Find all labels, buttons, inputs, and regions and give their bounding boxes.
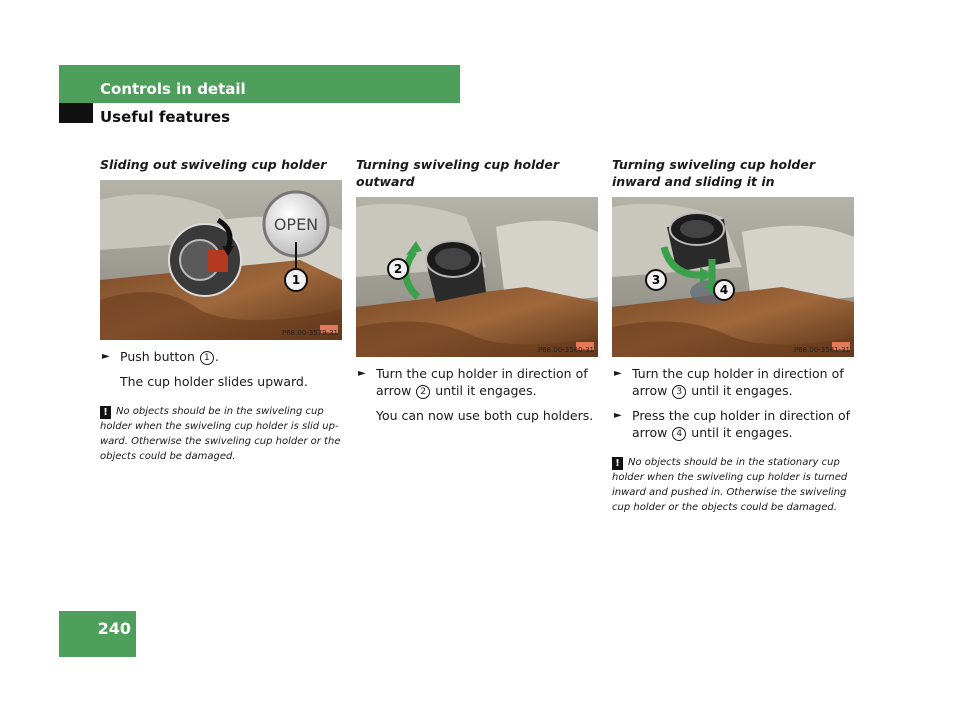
warning-note-text: No objects should be in the swiveling cup holder when the swiveling cup holder is slid up-ward. Otherwise the swiveling cup holder or the objects could be damaged. <box>100 406 341 462</box>
warning-note <box>612 455 854 515</box>
triangle-bullet-icon: ► <box>358 368 366 379</box>
column-turn-inward <box>612 156 854 515</box>
callout-4-label: 4 <box>719 283 729 297</box>
result-text: The cup holder slides upward. <box>120 374 308 389</box>
step-text: Turn the cup holder in direction of arrow <box>376 366 588 398</box>
step-text-end: until it engages. <box>687 425 793 440</box>
cup-holder-photo-3 <box>612 197 854 357</box>
callout-1-label: 1 <box>291 273 301 287</box>
warning-note <box>100 404 342 464</box>
callout-3-label: 3 <box>651 273 661 287</box>
step-item <box>100 348 342 365</box>
column-heading: Sliding out swiveling cup holder <box>100 157 327 172</box>
triangle-bullet-icon: ► <box>614 368 622 379</box>
warning-exclamation-icon: ! <box>612 457 623 470</box>
cup-holder-illustration <box>612 197 854 357</box>
callout-2-label: 2 <box>393 262 403 276</box>
step-circled-number: 4 <box>672 427 686 441</box>
section-title: Controls in detail <box>100 80 246 98</box>
step-text: Press the cup holder in direction of arrow <box>632 408 851 440</box>
step-item <box>612 365 854 399</box>
photo-code: P68.00-3579-31 <box>281 329 338 337</box>
step-item <box>612 407 854 441</box>
step-circled-number: 3 <box>672 385 686 399</box>
step-item <box>356 365 598 399</box>
step-text: Turn the cup holder in direction of arrow <box>632 366 844 398</box>
column-heading: Turning swiveling cup holder outward <box>356 157 559 189</box>
step-text-end: until it engages. <box>431 383 537 398</box>
cup-holder-photo-2 <box>356 197 598 357</box>
step-text-end: until it engages. <box>687 383 793 398</box>
subsection-title: Useful features <box>100 108 231 126</box>
photo-code: P68.00-3580-31 <box>537 346 594 354</box>
step-text: Push button <box>120 349 199 364</box>
step-circled-number: 2 <box>416 385 430 399</box>
photo-code: P68.00-3581-31 <box>793 346 850 354</box>
step-circled-number: 1 <box>200 351 214 365</box>
column-slide-out <box>100 156 342 464</box>
column-turn-outward <box>356 156 598 424</box>
cup-holder-photo-1 <box>100 180 342 340</box>
column-heading: Turning swiveling cup holder inward and sliding it in <box>612 157 815 189</box>
page-number: 240 <box>97 619 131 638</box>
header-marker <box>59 103 93 123</box>
open-button-label: OPEN <box>273 215 319 234</box>
cup-holder-illustration <box>100 180 342 340</box>
result-text: You can now use both cup holders. <box>376 408 594 423</box>
step-text-end: . <box>214 349 219 364</box>
cup-holder-illustration <box>356 197 598 357</box>
warning-exclamation-icon: ! <box>100 406 111 419</box>
warning-note-text: No objects should be in the stationary cup holder when the swiveling cup holder is turned inward and pushed in. Otherwise the swiveling cup holder or the objects could be damaged. <box>612 457 848 513</box>
triangle-bullet-icon: ► <box>614 410 622 421</box>
triangle-bullet-icon: ► <box>102 351 110 362</box>
